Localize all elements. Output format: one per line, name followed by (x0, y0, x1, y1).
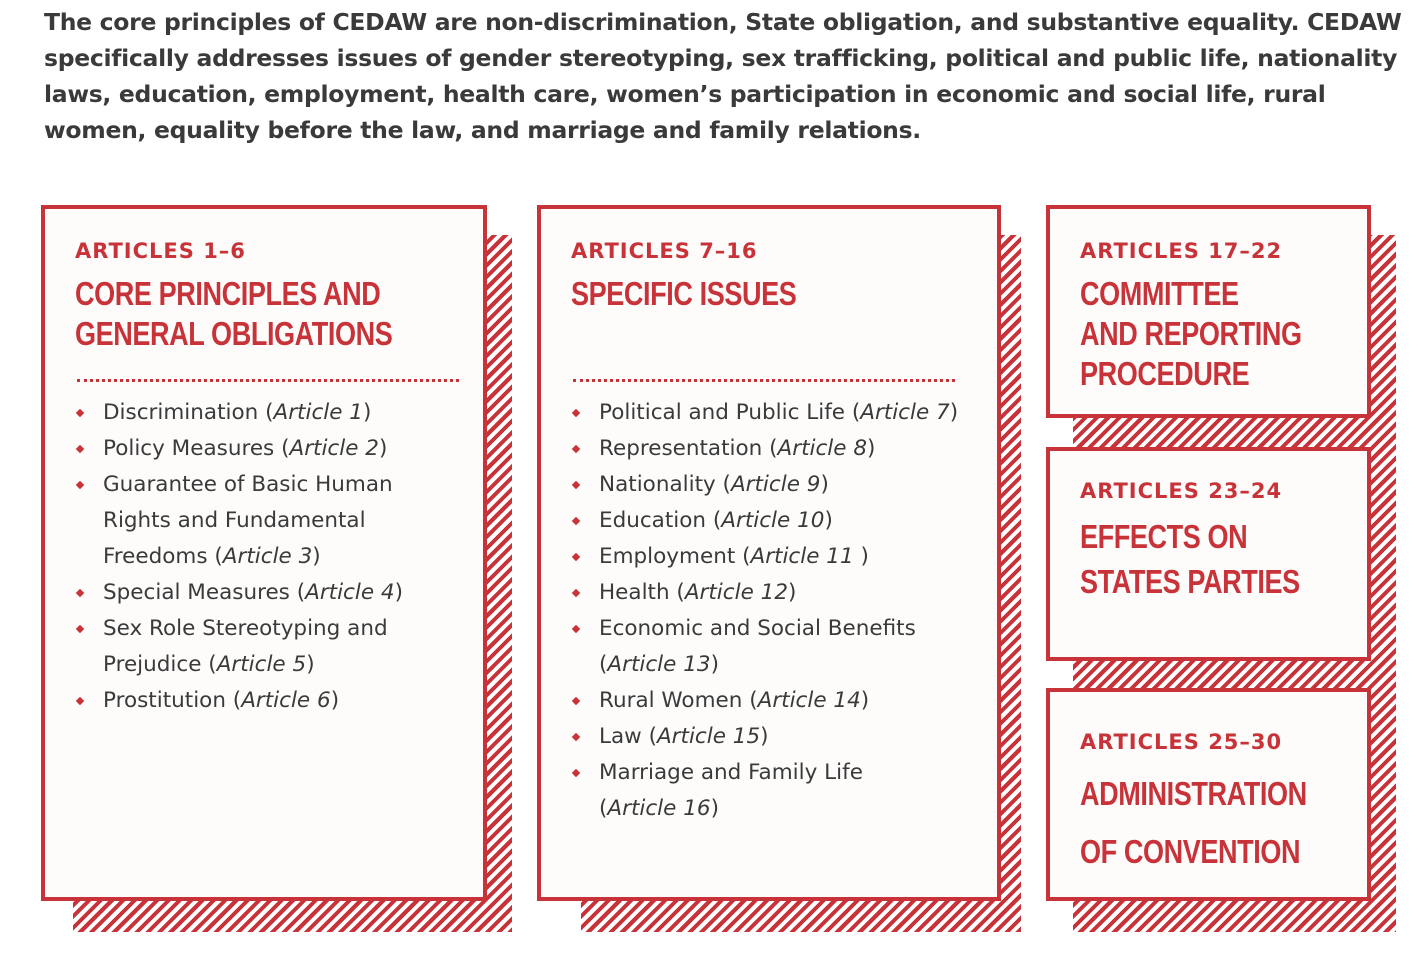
list-item (571, 719, 958, 755)
article-ref: Article 3 (222, 544, 313, 569)
item-close: ) (710, 796, 719, 821)
articles-7-16-card (537, 205, 1001, 901)
item-text: Health ( (599, 580, 685, 605)
item-text: Law ( (599, 724, 657, 749)
item-text: Nationality ( (599, 472, 731, 497)
article-ref: Article 9 (730, 472, 821, 497)
article-ref: Article 7 (860, 400, 950, 425)
item-text: Policy Measures ( (103, 436, 290, 461)
diamond-bullet-icon (76, 481, 84, 489)
list-item (571, 431, 958, 467)
item-close: ) (710, 652, 719, 677)
item-close: ) (820, 472, 829, 497)
article-ref: Article 12 (684, 580, 788, 605)
diamond-bullet-icon (572, 553, 580, 561)
list-item (75, 395, 403, 431)
diamond-bullet-icon (76, 445, 84, 453)
item-close: ) (824, 508, 833, 533)
list-item (571, 755, 958, 827)
diamond-bullet-icon (572, 409, 580, 417)
list-item (571, 503, 958, 539)
card-kicker: ARTICLES 1–6 (75, 239, 246, 263)
item-text: Representation ( (599, 436, 778, 461)
articles-25-30-card (1046, 688, 1371, 901)
article-ref: Article 15 (656, 724, 761, 749)
diamond-bullet-icon (76, 409, 84, 417)
articles-23-24-card (1046, 447, 1371, 661)
item-text: Prostitution ( (103, 688, 242, 713)
article-list (571, 395, 958, 827)
diamond-bullet-icon (572, 697, 580, 705)
diamond-bullet-icon (572, 769, 580, 777)
article-ref: Article 13 (607, 652, 711, 677)
list-item (571, 539, 958, 575)
diamond-bullet-icon (572, 445, 580, 453)
item-text: Sex Role Stereotyping and Prejudice ( (103, 616, 388, 677)
article-ref: Article 10 (721, 508, 825, 533)
article-list (75, 395, 403, 719)
item-close: ) (363, 400, 372, 425)
diamond-bullet-icon (572, 517, 580, 525)
diamond-bullet-icon (572, 481, 580, 489)
card-title: SPECIFIC ISSUES (571, 275, 797, 312)
card-kicker: ARTICLES 17–22 (1080, 239, 1283, 263)
item-text: Special Measures ( (103, 580, 306, 605)
item-text: Employment ( (599, 544, 751, 569)
item-text: Discrimination ( (103, 400, 274, 425)
card-title: COMMITTEE AND REPORTING PROCEDURE (1080, 275, 1302, 392)
article-ref: Article 14 (757, 688, 861, 713)
list-item (571, 683, 958, 719)
article-ref: Article 8 (777, 436, 868, 461)
list-item (571, 467, 958, 503)
list-item (75, 431, 403, 467)
card-title: ADMINISTRATION OF CONVENTION (1080, 775, 1307, 870)
list-item (75, 575, 403, 611)
item-text: Political and Public Life ( (599, 400, 861, 425)
item-text: Guarantee of Basic Human Rights and Fundamental Freedoms ( (103, 472, 393, 569)
diamond-bullet-icon (76, 625, 84, 633)
list-item (571, 395, 958, 431)
item-text: Economic and Social Benefits ( (599, 616, 916, 677)
item-close: ) (867, 436, 876, 461)
intro-paragraph: The core principles of CEDAW are non-discrimination, State obligation, and substantive equality. CEDAW specifically addresses issues of gender stereotyping, sex trafficking, political and public life, nationality laws, education, employment, health care, women’s participation in economic and social life, rural women, equality before the law, and marriage and family relations. (44, 8, 1402, 144)
card-kicker: ARTICLES 7–16 (571, 239, 758, 263)
item-text: Marriage and Family Life ( (599, 760, 863, 821)
item-close: ) (853, 544, 869, 569)
item-close: ) (860, 688, 870, 713)
item-close: ) (949, 400, 959, 425)
articles-1-6-card (41, 205, 487, 901)
card-kicker: ARTICLES 23–24 (1080, 479, 1283, 503)
item-close: ) (788, 580, 797, 605)
item-text: Education ( (599, 508, 722, 533)
item-close: ) (394, 580, 403, 605)
diamond-bullet-icon (76, 589, 84, 597)
dotted-divider (77, 379, 459, 382)
list-item (571, 575, 958, 611)
diamond-bullet-icon (572, 625, 580, 633)
list-item (571, 611, 958, 683)
article-ref: Article 16 (607, 796, 711, 821)
list-item (75, 467, 403, 575)
diamond-bullet-icon (572, 589, 580, 597)
item-close: ) (306, 652, 315, 677)
dotted-divider (573, 379, 955, 382)
articles-17-22-card (1046, 205, 1371, 418)
article-ref: Article 2 (289, 436, 379, 461)
diamond-bullet-icon (76, 697, 84, 705)
item-close: ) (330, 688, 340, 713)
diamond-bullet-icon (572, 733, 580, 741)
article-ref: Article 1 (273, 400, 363, 425)
item-close: ) (378, 436, 388, 461)
card-title: CORE PRINCIPLES AND GENERAL OBLIGATIONS (75, 275, 393, 352)
item-close: ) (760, 724, 769, 749)
article-ref: Article 6 (241, 688, 331, 713)
article-ref: Article 4 (305, 580, 395, 605)
item-close: ) (312, 544, 321, 569)
list-item (75, 683, 403, 719)
article-ref: Article 5 (216, 652, 307, 677)
item-text: Rural Women ( (599, 688, 758, 713)
list-item (75, 611, 403, 683)
article-ref: Article 11 (750, 544, 854, 569)
card-kicker: ARTICLES 25–30 (1080, 730, 1283, 754)
card-title: EFFECTS ON STATES PARTIES (1080, 518, 1300, 600)
